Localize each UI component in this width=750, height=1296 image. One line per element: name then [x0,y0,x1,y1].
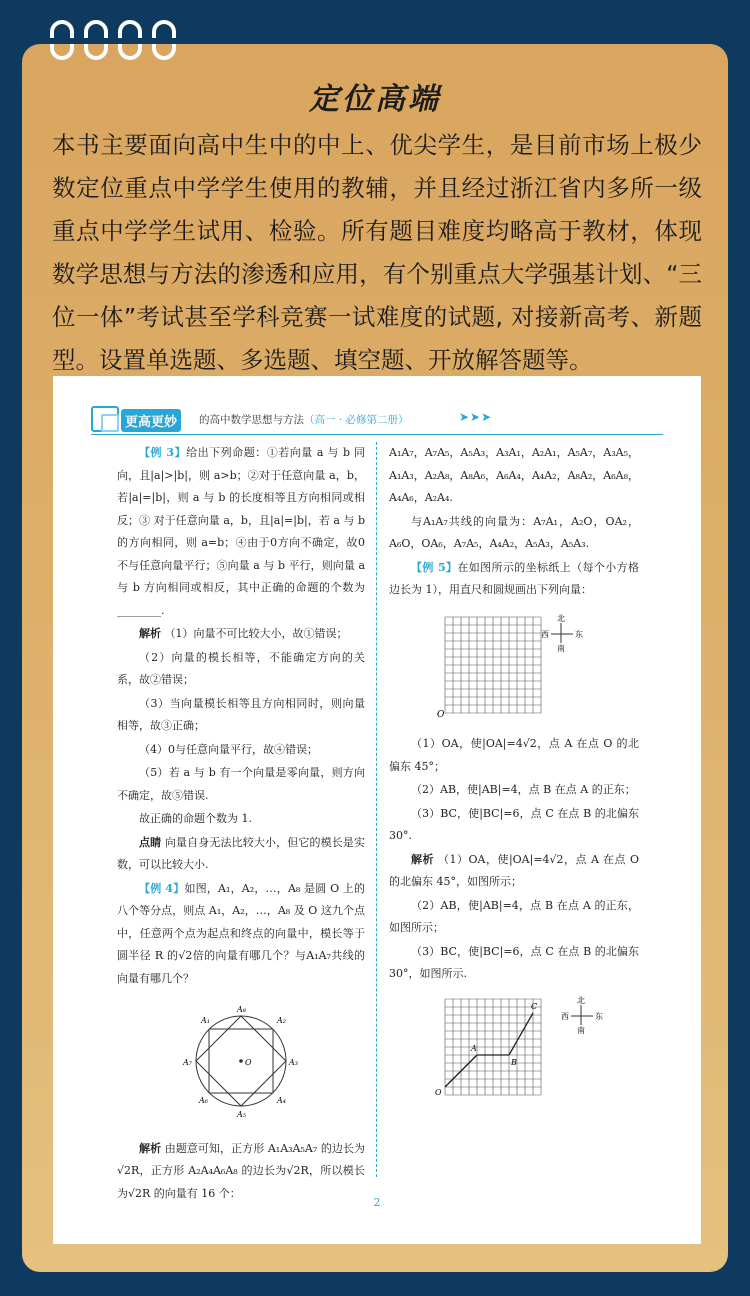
block-text: （1）OA，使|OA|=4√2，点 A 在点 O 的北偏东 45°，如图所示； [389,852,639,888]
text-block [117,832,365,877]
point-o-label: O [435,1087,442,1097]
arrows-icon: ➤➤➤ [459,410,493,424]
block-tag: 点睛 [139,835,162,849]
grid-lines [445,617,541,713]
block-tag: 【例 4】 [139,881,185,895]
block-text: 如图，A₁，A₂，…，A₈ 是圆 O 上的八个等分点，则点 A₁，A₂，…，A₈ 及 O 这九个点中，任意两个点为起点和终点的向量中，模长等于圆半径 R 的√2倍的向量有哪几个？与A₁A₇共线的向量有哪几个？ [117,881,365,985]
text-block [117,808,365,831]
text-block [389,557,639,602]
book-logo: 更高更妙 [121,409,181,432]
text-block [117,878,365,991]
block-text: （2）AB，使|AB|=4，点 B 在点 A 的正东，如图所示； [389,898,639,934]
block-text: 故正确的命题个数为 1. [139,812,252,825]
text-block [117,739,365,762]
header-rule [91,434,663,435]
octagon-figure [117,999,365,1119]
text-block [117,647,365,692]
vector-bc [509,1013,533,1055]
intro-paragraph: 本书主要面向高中生中的中上、优尖学生，是目前市场上极少数定位重点中学学生使用的教辅，并且经过浙江省内多所一级重点中学学生试用、检验。所有题目难度均略高于教材，体现数学思想与方法的渗透和应用，有个别重点大学强基计划、“三位一体”考试甚至学科竞赛一试难度的试题, 对接新高考、新题型。设置单选题、多选题、填空题、开放解答题等。 [52,131,702,374]
point-a-label: A [471,1043,477,1053]
text-block [117,693,365,738]
center-point [239,1059,243,1063]
text-block [389,442,639,510]
compass-south: 南 [557,643,565,653]
block-text: （3）BC，使|BC|=6，点 C 在点 B 的北偏东 30°. [389,806,639,842]
oct-label: A₂ [277,1016,286,1025]
binder-rings [50,20,180,68]
block-text: （4）0与任意向量平行，故④错误； [139,742,318,756]
oct-label: A₆ [199,1096,208,1105]
block-text: 由题意可知，正方形 A₁A₃A₅A₇ 的边长为√2R，正方形 A₂A₄A₆A₈ 的边长为√2R，所以模长为√2R 的向量有 16 个： [117,1141,366,1200]
compass-west: 西 [541,629,549,639]
section-title: 定位高端 [309,82,441,117]
logo-frame-inner-icon [101,414,119,432]
page-number: 2 [373,1196,381,1209]
oct-label: O [245,1058,252,1067]
text-block [117,1138,365,1206]
oct-label: A₃ [289,1058,298,1067]
oct-label: A₇ [183,1058,192,1067]
right-column [389,442,639,1109]
ring-icon [84,20,108,60]
block-tag: 解析 [139,1141,162,1155]
compass-south: 南 [577,1025,585,1035]
oct-label: A₁ [201,1016,210,1025]
origin-label: O [437,709,445,720]
block-tag: 【例 3】 [139,446,187,459]
compass [561,995,603,1035]
header-text [199,412,409,427]
text-block [389,733,639,778]
compass-east: 东 [595,1011,603,1021]
block-text: A₁A₇，A₇A₅，A₅A₃，A₃A₁，A₂A₁，A₅A₇，A₃A₅，A₁A₃，A₂A₈，A₈A₆，A₆A₄，A₄A₂，A₈A₂，A₆A₈，A₄A₆，A₂A₄. [389,446,639,504]
block-text: 向量自身无法比较大小，但它的模长是实数，可以比较大小. [117,835,365,871]
header-title: 的高中数学思想与方法 [199,414,304,426]
block-tag: 【例 5】 [411,560,458,574]
compass-east: 东 [575,629,583,639]
block-text: 在如图所示的坐标纸上（每个小方格边长为 1），用直尺和圆规画出下列向量： [389,560,640,596]
grid-figure-empty [389,609,639,721]
block-text: （2）AB，使|AB|=4，点 B 在点 A 的正东； [411,783,636,796]
compass-north: 北 [557,613,565,623]
block-tag: 解析 [411,852,434,866]
ring-icon [118,20,142,60]
sample-page [53,376,701,1244]
text-block [389,803,639,848]
block-text: （3）当向量模长相等且方向相同时，则向量相等，故③正确； [117,696,365,732]
text-block [389,779,639,802]
block-text: （5）若 a 与 b 有一个向量是零向量，则方向不确定，故⑤错误. [117,766,365,802]
header-subtitle: （高一 · 必修第二册） [304,414,409,426]
block-text: （3）BC，使|BC|=6，点 C 在点 B 的北偏东 30°，如图所示. [389,944,639,980]
grid-lines [445,999,541,1095]
oct-label: A₄ [277,1096,286,1105]
oct-label: A₈ [237,1005,246,1014]
text-block [117,762,365,807]
block-tag: 解析 [139,627,161,640]
block-text: （1）向量不可比较大小，故①错误； [164,627,348,640]
grid-figure-solution [389,993,639,1097]
text-block [389,941,639,986]
text-block [389,849,639,894]
point-c-label: C [531,1001,538,1011]
block-text: 与A₁A₇共线的向量为：A₇A₁，A₂O，OA₂，A₆O，OA₆，A₇A₅，A₄A₂，A₅A₃，A₅A₃. [389,514,639,550]
compass-west: 西 [561,1011,569,1021]
text-block [117,623,365,646]
text-block [117,442,365,622]
ring-icon [50,20,74,60]
left-column [117,442,365,1206]
block-text: （2）向量的模长相等，不能确定方向的关系，故②错误； [117,650,365,686]
block-text: 给出下列命题：①若向量 a 与 b 同向，且|a|>|b|，则 a>b；②对于任意向量 a，b，若|a|=|b|，则 a 与 b 的长度相等且方向相同或相反；③ 对于任意向量 a，b，且|a|=|b|，若 a 与 b 的方向相同，则 a=b；④由于0方向不确定，故0不与任意向量平行；⑤向量 a 与 b 平行，则向量 a 与 b 方向相同或相反，其中正确的命题的个数为________. [117,446,366,617]
page-header [91,406,511,436]
point-b-label: B [511,1057,517,1067]
block-text: （1）OA，使|OA|=4√2，点 A 在点 O 的北偏东 45°； [389,737,639,773]
compass-north: 北 [577,995,585,1005]
column-divider [376,442,377,1177]
text-block [389,895,639,940]
ring-icon [152,20,176,60]
compass [541,613,583,653]
oct-label: A₅ [237,1110,246,1119]
text-block [389,511,639,556]
